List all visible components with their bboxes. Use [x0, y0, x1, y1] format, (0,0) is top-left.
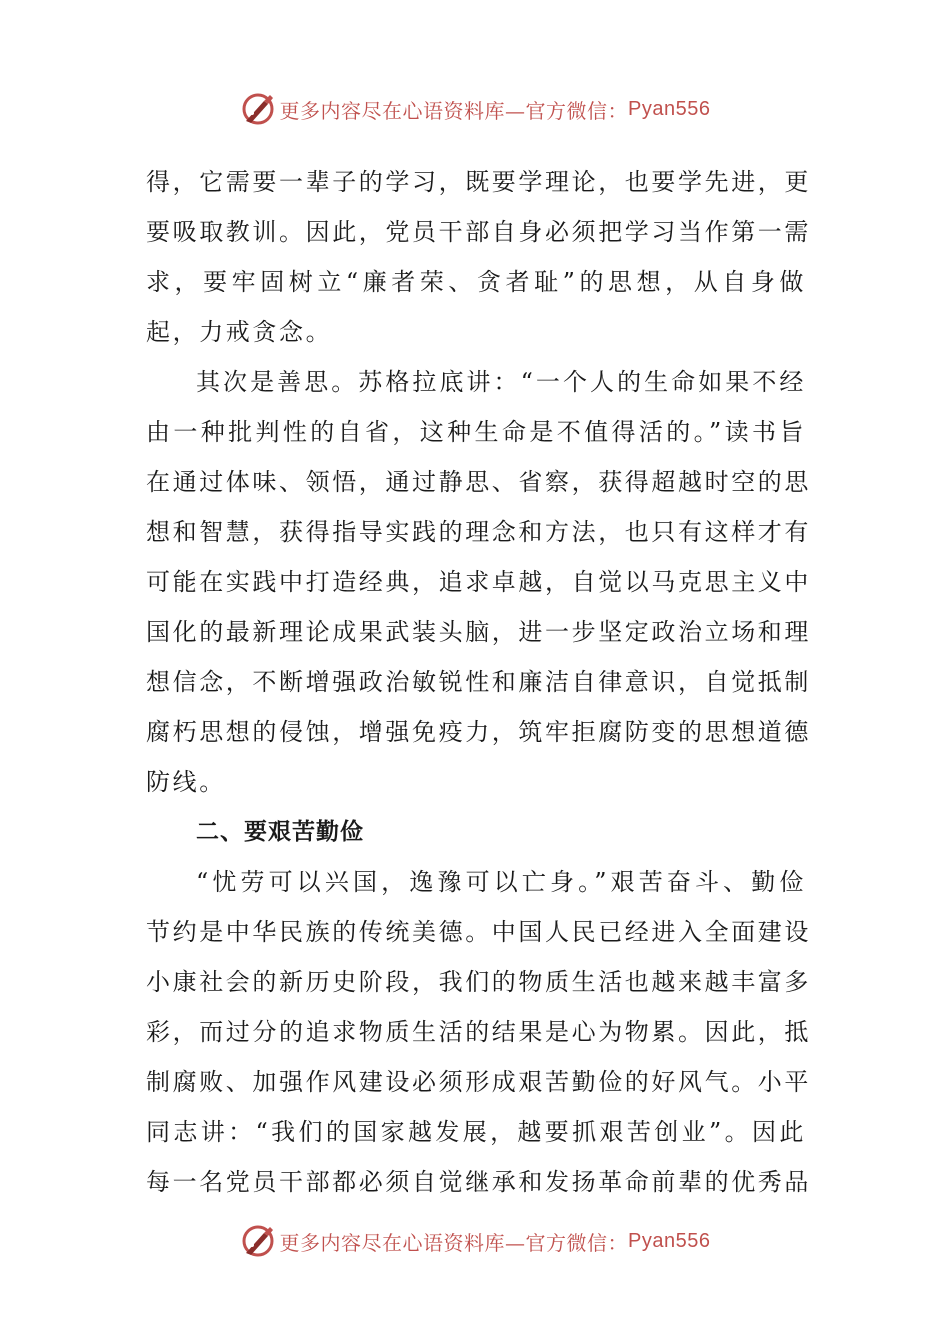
- pen-circle-logo-icon: [240, 1223, 276, 1259]
- text-line: 想信念，不断增强政治敏锐性和廉洁自律意识，自觉抵制: [146, 668, 811, 696]
- text-line: 在通过体味、领悟，通过静思、省察，获得超越时空的思: [146, 468, 811, 496]
- text-line: 节约是中华民族的传统美德。中国人民已经进入全面建设: [146, 918, 811, 946]
- text-line: 起，力戒贪念。: [146, 318, 333, 346]
- text-line: 小康社会的新历史阶段，我们的物质生活也越来越丰富多: [146, 968, 811, 996]
- section-heading: 二、要艰苦勤俭: [196, 819, 364, 845]
- text-line: 由一种批判性的自省，这种生命是不值得活的。”读书旨: [146, 418, 806, 446]
- text-line: 得，它需要一辈子的学习，既要学理论，也要学先进，更: [146, 168, 811, 196]
- pen-circle-logo-icon: [240, 91, 276, 127]
- text-line: 防线。: [146, 768, 226, 796]
- text-line: 可能在实践中打造经典，追求卓越，自觉以马克思主义中: [146, 568, 811, 596]
- text-line: 要吸取教训。因此，党员干部自身必须把学习当作第一需: [146, 218, 811, 246]
- text-line: 求，要牢固树立“廉者荣、贪者耻”的思想，从自身做: [146, 268, 806, 296]
- footer-banner-wechat: Pyan556: [628, 1229, 711, 1252]
- text-line: 腐朽思想的侵蚀，增强免疫力，筑牢拒腐防变的思想道德: [146, 718, 811, 746]
- body-text: [146, 157, 811, 1207]
- header-banner-text: 更多内容尽在心语资料库—官方微信：: [279, 98, 629, 123]
- text-line: 想和智慧，获得指导实践的理念和方法，也只有这样才有: [146, 518, 811, 546]
- paragraph-3: [146, 857, 811, 1207]
- text-line: 每一名党员干部都必须自觉继承和发扬革命前辈的优秀品: [146, 1168, 811, 1196]
- header-banner-wechat: Pyan556: [628, 97, 711, 120]
- footer-banner-text: 更多内容尽在心语资料库—官方微信：: [279, 1230, 629, 1255]
- text-line: 国化的最新理论成果武装头脑，进一步坚定政治立场和理: [146, 618, 811, 646]
- text-line: 制腐败、加强作风建设必须形成艰苦勤俭的好风气。小平: [146, 1068, 811, 1096]
- paragraph-1: [146, 157, 811, 357]
- header-banner: [0, 87, 950, 131]
- text-line: “忧劳可以兴国，逸豫可以亡身。”艰苦奋斗、勤俭: [196, 868, 806, 896]
- text-line: 同志讲：“我们的国家越发展，越要抓艰苦创业”。因此: [146, 1118, 806, 1146]
- text-line: 彩，而过分的追求物质生活的结果是心为物累。因此，抵: [146, 1018, 811, 1046]
- footer-banner: [0, 1219, 950, 1263]
- text-line: 其次是善思。苏格拉底讲：“一个人的生命如果不经: [196, 368, 806, 396]
- paragraph-2: [146, 357, 811, 807]
